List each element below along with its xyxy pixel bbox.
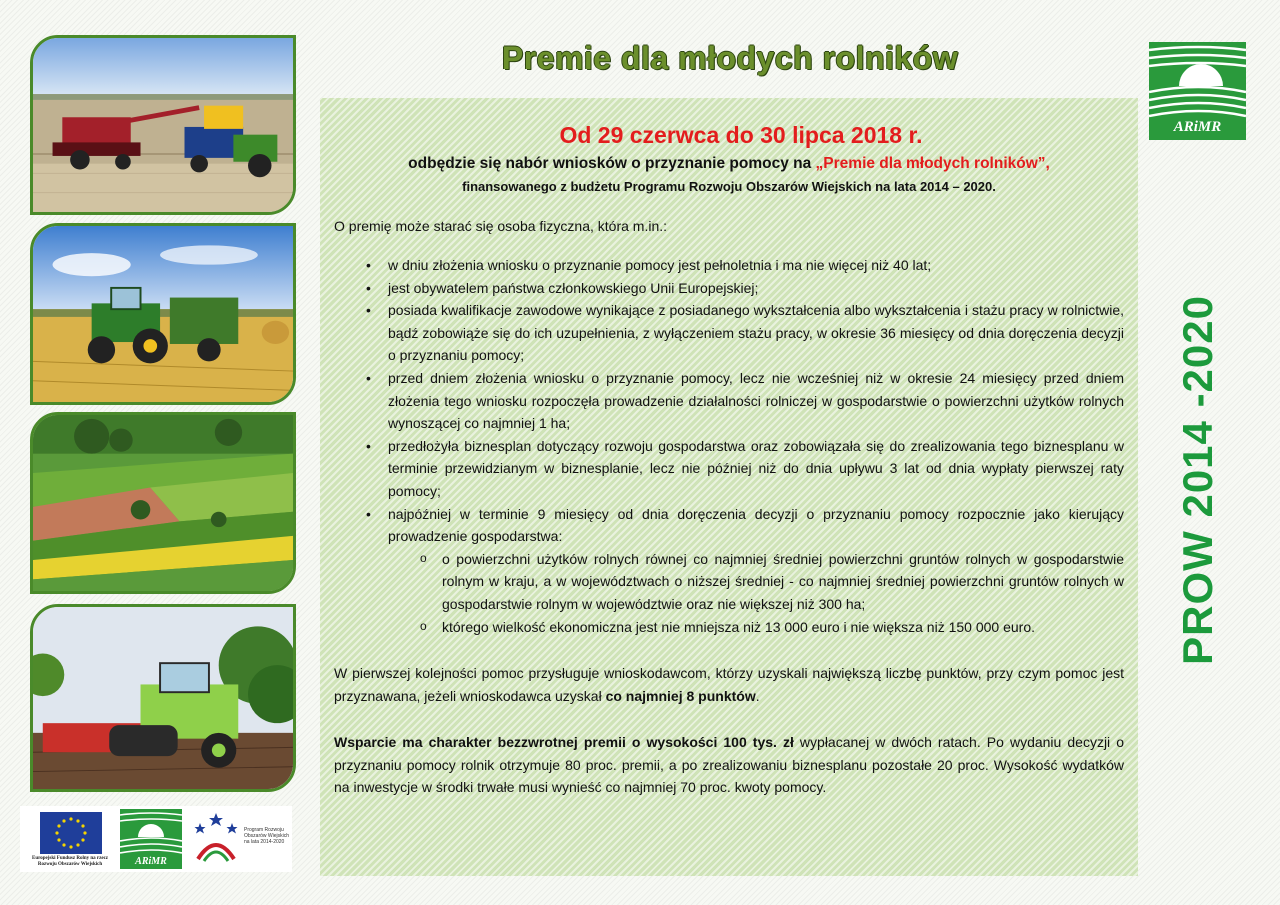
prow-logo xyxy=(188,809,292,869)
list-item: • przedłożyła biznesplan dotyczący rozwoju gospodarstwa oraz zobowiązała się do zrealizowania tego biznesplanu w terminie przewidzianym w biznesplanie, lecz nie później niż do dnia upływu 3 lat od dnia wypłaty pierwszej raty pomocy; xyxy=(388,435,1124,503)
content-panel xyxy=(320,98,1138,876)
page-title: Premie dla młodych rolników xyxy=(501,40,959,76)
priority-text: W pierwszej kolejności pomoc przysługuje wnioskodawcom, którzy uzyskali największą liczbę punktów, przy czym pomoc jest przyznawana, jeżeli wnioskodawca uzyskał xyxy=(334,665,1124,704)
logos-bar xyxy=(20,806,292,872)
priority-paragraph xyxy=(334,662,1124,707)
arimr-small-text: ARiMR xyxy=(135,856,167,867)
intro-line xyxy=(334,155,1124,173)
prow-emblem-icon xyxy=(188,809,244,869)
list-item xyxy=(388,503,1124,639)
arimr-logo xyxy=(1149,42,1246,140)
priority-bold: co najmniej 8 punktów xyxy=(605,687,756,704)
sub-list-item: o którego wielkość ekonomiczna jest nie mniejsza niż 13 000 euro i nie większa niż 150 000 euro. xyxy=(442,616,1124,639)
list-item-text: najpóźniej w terminie 9 miesięcy od dnia doręczenia decyzji o przyznaniu pomocy rozpocznie jako kierujący prowadzenie gospodarstwa: xyxy=(388,505,1124,545)
list-item: • jest obywatelem państwa członkowskiego Unii Europejskiej; xyxy=(388,277,1124,300)
date-range: Od 29 czerwca do 30 lipca 2018 r. xyxy=(559,122,923,148)
program-name-highlight: „Premie dla młodych rolników”, xyxy=(815,155,1050,172)
list-item: • w dniu złożenia wniosku o przyznanie pomocy jest pełnoletnia i ma nie więcej niż 40 lat; xyxy=(388,254,1124,277)
program-vertical-label xyxy=(1148,270,1248,690)
eu-flag-icon xyxy=(40,812,102,854)
subconditions-list xyxy=(388,548,1124,638)
eu-fund-logo xyxy=(22,808,118,872)
photo-fields xyxy=(30,412,296,594)
list-item: • posiada kwalifikacje zawodowe wynikające z posiadanego wykształcenia albo wykształcenia i stażu pracy w rolnictwie, bądź zobowiąże się do ich uzupełnienia, z wyłączeniem stażu pracy, w okresie 36 miesięcy od dnia doręczenia decyzji o przyznaniu pomocy; xyxy=(388,299,1124,367)
list-item: • przed dniem złożenia wniosku o przyznanie pomocy, lecz nie wcześniej niż w okresie 24 miesięcy przed dniem złożenia tego wniosku rozpoczęła prowadzenie działalności rolniczej w gospodarstwie o powierzchni użytków rolnych wynoszącej co najmniej 1 ha; xyxy=(388,367,1124,435)
priority-end: . xyxy=(755,687,760,704)
photo-tractor-baler xyxy=(30,223,296,405)
arimr-small-logo xyxy=(120,809,182,869)
eligibility-lead: O premię może starać się osoba fizyczna, która m.in.: xyxy=(334,218,668,234)
support-paragraph xyxy=(334,731,1124,799)
photo-combine-harvest xyxy=(30,35,296,215)
prow-caption: Program Rozwoju Obszarów Wiejskich na lata 2014-2020 xyxy=(244,827,290,845)
support-text: wypłacanej w dwóch ratach. Po wydaniu decyzji o przyznaniu pomocy rolnik otrzymuje 80 proc. premii, a po zrealizowaniu biznesplanu pozostałe 20 proc. Wysokość wydatków na inwestycje w środki trwałe musi wynieść co najmniej 70 proc. kwoty pomocy. xyxy=(334,734,1125,796)
sub-list-item: o o powierzchni użytków rolnych równej co najmniej średniej powierzchni gruntów rolnych w gospodarstwie rolnym w kraju, a w województwach o niższej średniej - co najmniej średniej powierzchni gruntów rolnych w gospodarstwie rolnym w województwie oraz nie większej niż 300 ha; xyxy=(442,548,1124,616)
conditions-list xyxy=(334,254,1124,638)
program-label: PROW 2014 -2020 xyxy=(1174,295,1221,665)
support-bold: Wsparcie ma charakter bezzwrotnej premii o wysokości 100 tys. zł xyxy=(334,734,794,751)
financing-line: finansowanego z budżetu Programu Rozwoju Obszarów Wiejskich na lata 2014 – 2020. xyxy=(462,179,996,194)
eu-fund-caption: Europejski Fundusz Rolny na rzecz Rozwoju Obszarów Wiejskich xyxy=(31,856,109,867)
photo-tractor-seeder xyxy=(30,604,296,792)
arimr-logo-text: ARiMR xyxy=(1173,119,1222,135)
intro-prefix: odbędzie się nabór wniosków o przyznanie pomocy na xyxy=(408,155,816,172)
